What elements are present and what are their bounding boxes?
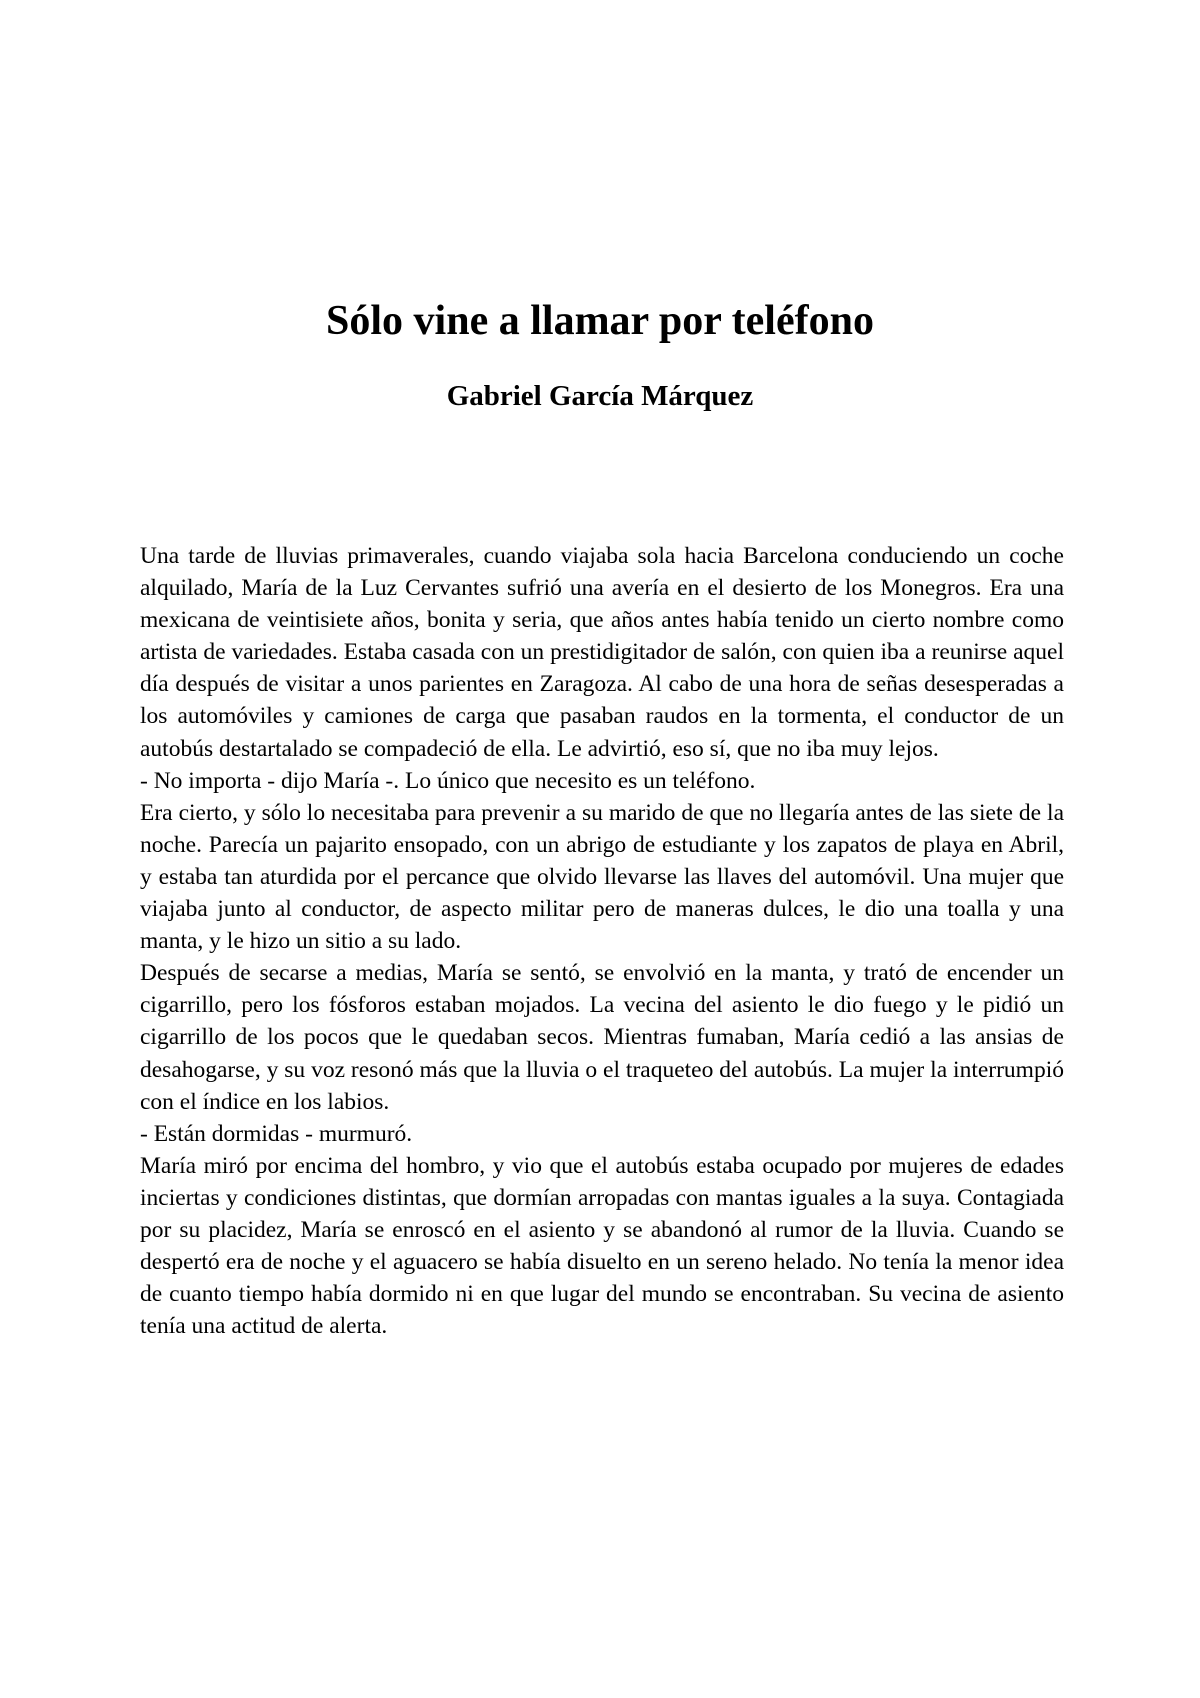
paragraph-3: Era cierto, y sólo lo necesitaba para prevenir a su marido de que no llegaría antes de las siete de la noche. Parecía un pajarito ensopado, con un abrigo de estudiante y los zapatos de playa en Abril, y estaba tan aturdida por el percance que olvido llevarse las llaves del automóvil. Una mujer que viajaba junto al conductor, de aspecto militar pero de maneras dulces, le dio una toalla y una manta, y le hizo un sitio a su lado. — [140, 799, 1064, 955]
document-author: Gabriel García Márquez — [446, 380, 754, 412]
paragraph-6: María miró por encima del hombro, y vio que el autobús estaba ocupado por mujeres de edades inciertas y condiciones distintas, que dormían arropadas con mantas iguales a la suya. Contagiada por su placidez, María se enroscó en el asiento y se abandonó al rumor de la lluvia. Cuando se despertó era de noche y el aguacero se había disuelto en un sereno helado. No tenía la menor idea de cuanto tiempo había dormido ni en que lugar del mundo se encontraban. Su vecina de asiento tenía una actitud de alerta. — [140, 1152, 1064, 1340]
paragraph-1: Una tarde de lluvias primaverales, cuando viajaba sola hacia Barcelona conduciendo un coche alquilado, María de la Luz Cervantes sufrió una avería en el desierto de los Monegros. Era una mexicana de veintisiete años, bonita y seria, que años antes había tenido un cierto nombre como artista de variedades. Estaba casada con un prestidigitador de salón, con quien iba a reunirse aquel día después de visitar a unos parientes en Zaragoza. Al cabo de una hora de señas desesperadas a los automóviles y camiones de carga que pasaban raudos en la tormenta, el conductor de un autobús destartalado se compadeció de ella. Le advirtió, eso sí, que no iba muy lejos. — [140, 543, 1064, 762]
paragraph-5: - Están dormidas - murmuró. — [140, 1120, 413, 1147]
document-title: Sólo vine a llamar por teléfono — [326, 298, 874, 344]
document-body — [140, 540, 1064, 1342]
paragraph-4: Después de secarse a medias, María se sentó, se envolvió en la manta, y trató de encender un cigarrillo, pero los fósforos estaban mojados. La vecina del asiento le dio fuego y le pidió un cigarrillo de los pocos que le quedaban secos. Mientras fumaban, María cedió a las ansias de desahogarse, y su voz resonó más que la lluvia o el traqueteo del autobús. La mujer la interrumpió con el índice en los labios. — [140, 960, 1064, 1115]
paragraph-2: - No importa - dijo María -. Lo único que necesito es un teléfono. — [140, 767, 756, 794]
